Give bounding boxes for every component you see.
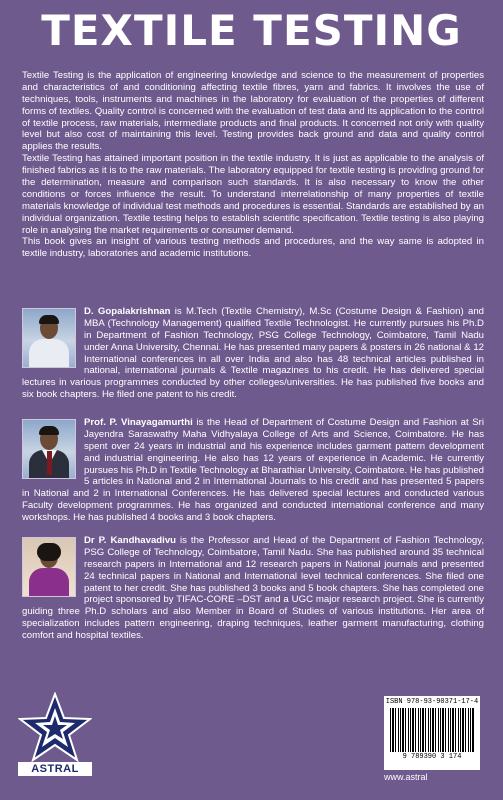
author-photo-2 [22, 419, 76, 479]
description-paragraph-2: Textile Testing has attained important position in the textile industry. It is just as applicable to the analysis of finished fabrics as it is to the raw materials. The laboratory equipped for textile testing is providing ground for the determination, measure and comparison such standards. It is also necessary to know the other conditions or forces influence the result. To understand interrelationship of many properties of textile materials knowledge of individual test methods and procedures is essential. Standards are established by an individual organization. Textile testing helps to establish scientific specification. Textile testing is also playing role in analysing the market requirements or consumer demand. [22, 153, 484, 236]
barcode-digits: 9 789390 3 174 [402, 753, 462, 761]
description-paragraph-1: Textile Testing is the application of engineering knowledge and science to the measurement of properties and characteristics of and conditioning affecting textile fibres, yarn and fabrics. It involves the use of techniques, tools, instruments and machines in the laboratory for evaluation of the properties of different forms of textiles. Quality control is concerned with the evaluation of test data and its application to the control of textile process, raw materials, intermediate products and final products. It concerned not only with quality level but also cost of maintaining this level. Testing provides back ground and data and quality control applies the results. [22, 70, 484, 153]
author-bio-2 [22, 417, 484, 524]
author-bio-1 [22, 306, 484, 401]
author-name-1: D. Gopalakrishnan [84, 306, 171, 317]
author-name-3: Dr P. Kandhavadivu [84, 535, 177, 546]
author-bio-3 [22, 535, 484, 642]
barcode [384, 696, 480, 770]
author-photo-1 [22, 308, 76, 368]
book-description [22, 70, 484, 260]
author-bio-text-3: is the Professor and Head of the Department of Fashion Technology, PSG College of Technology, Coimbatore, Tamil Nadu. She has published around 35 technical research papers in International and 12 research papers in National journals and presented 24 technical papers in National and International level technical conferences. She filed one patent to her credit. She has published 3 books and 5 book chapters. She has completed one project sponsored by TIFAC-CORE –DST and a UGC major research project. She is currently guiding three Ph.D scholars and also Member in Board of Studies of various institutions. Her area of specialization includes pattern engineering, draping techniques, leather garment manufacturing, clothing comfort and hospital textiles. [22, 535, 484, 642]
author-bio-text-1: is M.Tech (Textile Chemistry), M.Sc (Costume Design & Fashion) and MBA (Technology Management) qualified Textile Technologist. He currently pursues his Ph.D in Department of Fashion Technology, PSG College Technology, Coimbatore, Tamil Nadu under Anna University, Chennai. He has presented many papers & posters in 26 national & 12 International conferences in all over India and also has 48 technical articles published in national, international journals & Textile magazines to his credit. He has delivered special lectures in various programmes conducted by other colleges/universities. He has published five books and six book chapters. He filed one patent to his credit. [22, 306, 485, 401]
star-icon [18, 692, 92, 762]
author-bio-text-2: is the Head of Department of Costume Design and Fashion at Sri Jayendra Saraswathy Maha Vidhyalaya College of Arts and Science, Coimbatore. He has spent over 24 years in industrial and his experience includes garment pattern development and industrial engineering. He also has 12 years of experience in Academic. He currently pursues his Ph.D in Textile Technology at Bharathiar University, Coimbatore. He has published 5 articles in National and 2 in International Journals to his credit and has presented 5 papers in National and 2 in International Conferences. He has delivered special lectures and conducted various Faculty development programmes. He has organized and conducted international conference and many workshops. He has published 4 books and 3 book chapters. [22, 417, 484, 524]
author-name-2: Prof. P. Vinayagamurthi [84, 417, 193, 428]
publisher-website: www.astral [384, 772, 428, 782]
publisher-name: ASTRAL [18, 762, 92, 776]
publisher-logo [18, 692, 92, 782]
isbn-number: ISBN 978-93-90371-17-4 [385, 698, 479, 706]
barcode-bars [390, 708, 474, 752]
book-title: TEXTILE TESTING [41, 6, 462, 55]
description-paragraph-3: This book gives an insight of various testing methods and procedures, and the way same is adopted in textile industry, laboratories and academic institutions. [22, 236, 484, 260]
author-photo-3 [22, 537, 76, 597]
